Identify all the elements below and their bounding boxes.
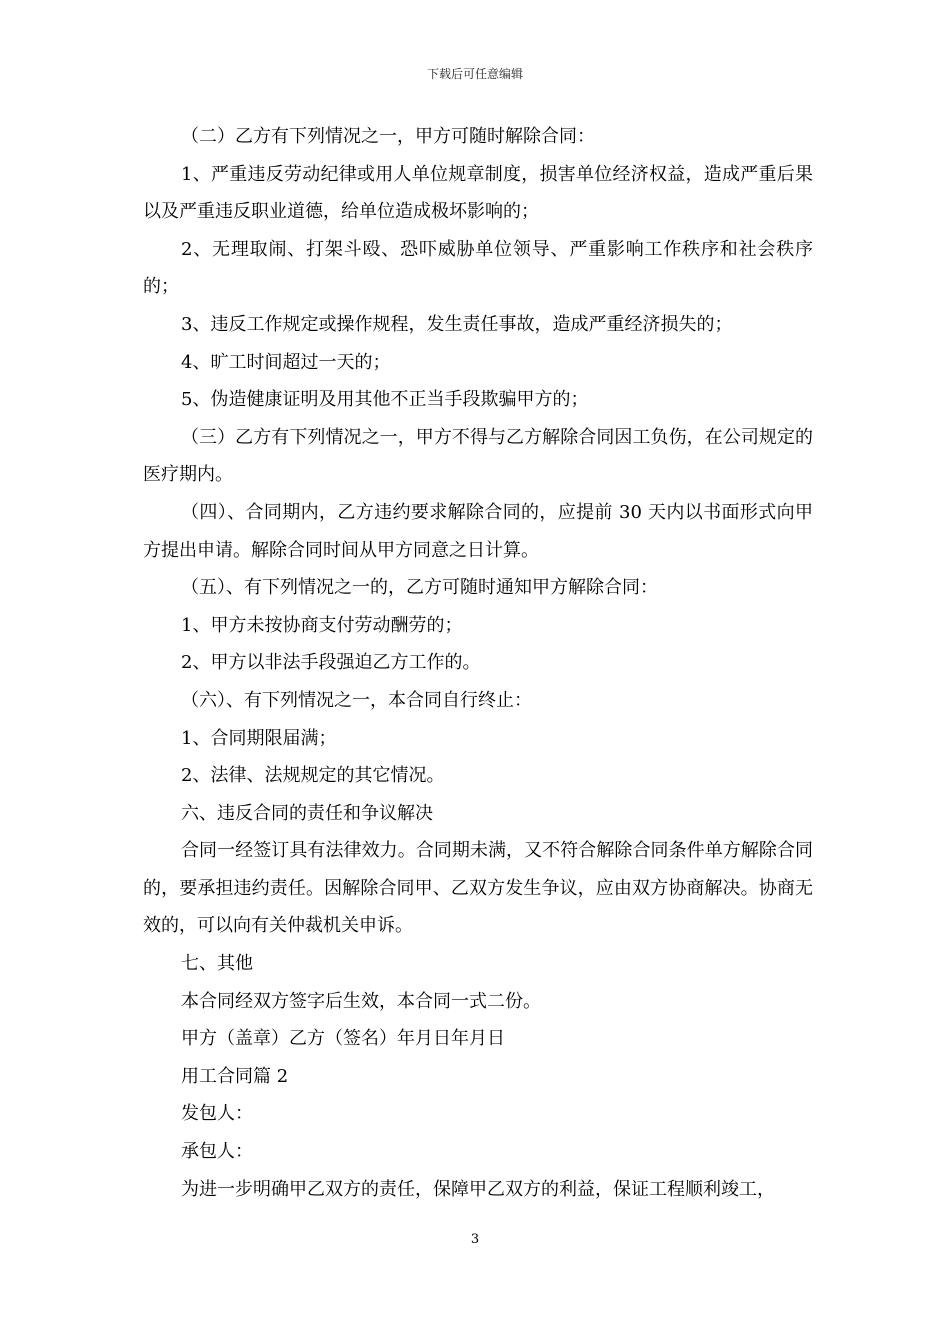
paragraph: 2、法律、法规规定的其它情况。 bbox=[181, 765, 445, 787]
paragraph: 发包人： bbox=[181, 1103, 253, 1125]
document-body bbox=[143, 118, 813, 1208]
paragraph: 1、合同期限届满； bbox=[181, 727, 337, 749]
paragraph: 2、甲方以非法手段强迫乙方工作的。 bbox=[181, 652, 481, 674]
page-number: 3 bbox=[470, 1232, 480, 1247]
paragraph: （六）、有下列情况之一，本合同自行终止： bbox=[181, 689, 532, 711]
paragraph: 合同一经签订具有法律效力。合同期未满，又不符合解除合同条件单方解除合同的，要承担违约责任。因解除合同甲、乙双方发生争议，应由双方协商解决。协商无效的，可以向有关仲裁机关申诉。 bbox=[143, 840, 813, 937]
paragraph: （四）、合同期内，乙方违约要求解除合同的，应提前 30 天内以书面形式向甲方提出申请。解除合同时间从甲方同意之日计算。 bbox=[143, 501, 813, 561]
paragraph: 为进一步明确甲乙双方的责任，保障甲乙双方的利益，保证工程顺利竣工， bbox=[181, 1178, 775, 1200]
paragraph: 1、严重违反劳动纪律或用人单位规章制度，损害单位经济权益，造成严重后果以及严重违反职业道德，给单位造成极坏影响的； bbox=[143, 163, 813, 223]
section-heading: 七、其他 bbox=[181, 953, 253, 975]
document-title: 用工合同篇 2 bbox=[181, 1065, 289, 1087]
paragraph: 3、违反工作规定或操作规程，发生责任事故，造成严重经济损失的； bbox=[181, 313, 733, 335]
paragraph: 2、无理取闹、打架斗殴、恐吓威胁单位领导、严重影响工作秩序和社会秩序的； bbox=[143, 238, 813, 298]
paragraph: （三）乙方有下列情况之一，甲方不得与乙方解除合同因工负伤，在公司规定的医疗期内。 bbox=[143, 426, 813, 486]
section-heading: 六、违反合同的责任和争议解决 bbox=[181, 802, 433, 824]
paragraph: 本合同经双方签字后生效，本合同一式二份。 bbox=[181, 990, 541, 1012]
paragraph: 4、旷工时间超过一天的； bbox=[181, 351, 391, 373]
paragraph: （五）、有下列情况之一的，乙方可随时通知甲方解除合同： bbox=[181, 577, 658, 599]
paragraph: 1、甲方未按协商支付劳动酬劳的； bbox=[181, 614, 463, 636]
paragraph: （二）乙方有下列情况之一，甲方可随时解除合同： bbox=[181, 126, 595, 147]
page-header: 下载后可任意编辑 bbox=[426, 67, 523, 81]
paragraph: 承包人： bbox=[181, 1141, 253, 1163]
signature-line: 甲方（盖章）乙方（签名）年月日年月日 bbox=[181, 1028, 505, 1050]
paragraph: 5、伪造健康证明及用其他不正当手段欺骗甲方的； bbox=[181, 389, 589, 411]
